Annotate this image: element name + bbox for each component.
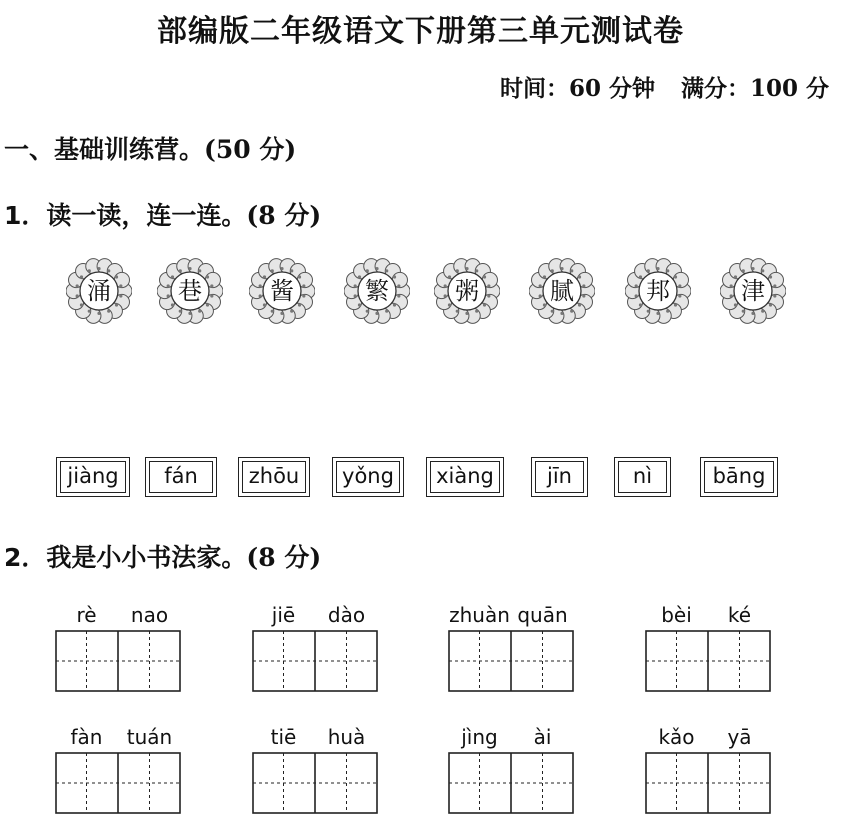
word-pinyin: quān [517,603,568,627]
character: 津 [741,277,765,305]
question-2-heading [4,538,321,574]
character-flower[interactable] [720,258,786,324]
pinyin-box[interactable]: fán [145,457,217,497]
character: 涌 [87,277,111,305]
pinyin-box[interactable]: xiàng [426,457,504,497]
word-pinyin: huà [327,725,366,749]
pinyin-box[interactable]: zhōu [238,457,310,497]
character: 酱 [270,277,294,305]
word-pinyin: zhuàn [449,603,510,627]
word-pinyin: jìng [461,725,498,749]
character: 粥 [455,277,479,305]
character-flower[interactable] [157,258,223,324]
word-pinyin: kǎo [658,725,695,749]
tian-grid[interactable] [55,752,181,814]
character: 腻 [550,277,574,305]
question-2-label: ．我是小小书法家。(8 分) [21,543,322,572]
character: 邦 [646,277,670,305]
word-pinyin: tiē [270,725,297,749]
pinyin-box[interactable]: jīn [531,457,588,497]
question-1-label: ．读一读，连一连。(8 分) [21,201,322,230]
pinyin-box[interactable]: bāng [700,457,778,497]
word-pinyin: fàn [70,725,103,749]
word-pinyin: jiē [271,603,296,627]
exam-time: 时间：60 分钟 [499,75,655,102]
exam-meta [500,70,829,103]
word-pinyin: tuán [126,725,173,749]
pinyin-box[interactable]: nì [614,457,671,497]
section-heading: 一、基础训练营。(50 分) [4,135,297,164]
character: 繁 [365,277,389,305]
page-title: 部编版二年级语文下册第三单元测试卷 [157,14,684,49]
tian-grid[interactable] [448,630,574,692]
tian-grid[interactable] [645,752,771,814]
pinyin-box[interactable]: yǒng [332,457,404,497]
word-pinyin: rè [76,603,97,627]
question-1-number: 1 [4,201,22,230]
character-flower[interactable] [344,258,410,324]
character-row [66,258,796,328]
tian-grid[interactable] [252,630,378,692]
word-pinyin: yā [727,725,752,749]
word-pinyin: ké [727,603,752,627]
question-1-heading [4,196,321,232]
pinyin-box[interactable]: jiàng [56,457,130,497]
word-pinyin: bèi [661,603,692,627]
tian-grid[interactable] [448,752,574,814]
character-flower[interactable] [625,258,691,324]
character-flower[interactable] [434,258,500,324]
word-pinyin: dào [327,603,366,627]
character-flower[interactable] [249,258,315,324]
tian-grid[interactable] [252,752,378,814]
tian-grid[interactable] [55,630,181,692]
question-2-number: 2 [4,543,22,572]
exam-full-score: 满分：100 分 [680,75,829,102]
character: 巷 [178,277,202,305]
character-flower[interactable] [529,258,595,324]
word-pinyin: nao [130,603,169,627]
tian-grid[interactable] [645,630,771,692]
character-flower[interactable] [66,258,132,324]
word-pinyin: ài [533,725,552,749]
